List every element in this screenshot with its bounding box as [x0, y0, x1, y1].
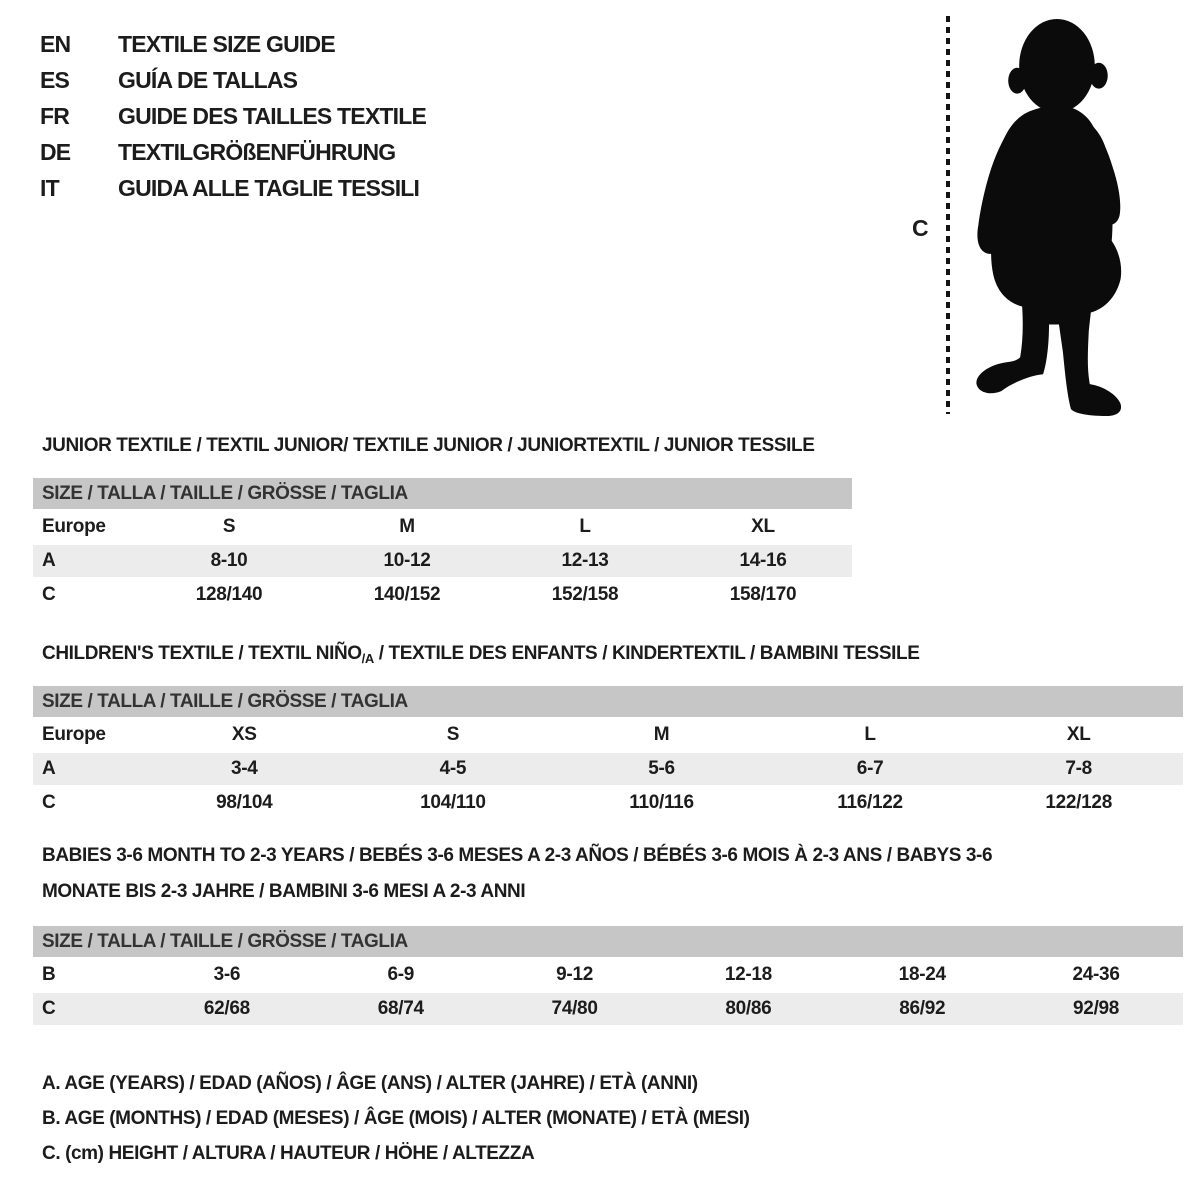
language-row-de [40, 134, 426, 170]
height-value: 98/104 [216, 792, 273, 813]
row-label: A [42, 758, 56, 779]
section-title-junior: JUNIOR TEXTILE / TEXTIL JUNIOR/ TEXTILE JUNIOR / JUNIORTEXTIL / JUNIOR TESSILE [42, 435, 815, 456]
language-row-en [40, 26, 426, 62]
table-row-europe [33, 719, 1183, 751]
height-measure-line [946, 16, 950, 414]
title-subscript: /A [361, 651, 374, 666]
language-code: DE [40, 139, 71, 165]
size-value: M [653, 724, 670, 745]
age-value: 3-4 [231, 758, 258, 779]
months-value: 6-9 [387, 964, 415, 985]
language-code: FR [40, 103, 70, 129]
language-code: EN [40, 31, 71, 57]
height-value: 92/98 [1073, 998, 1120, 1019]
height-measure-label: C [912, 215, 929, 241]
size-value: M [399, 516, 415, 537]
table-row-height [33, 787, 1183, 819]
table-row-europe [33, 511, 852, 543]
height-value: 128/140 [195, 584, 263, 605]
height-value: 116/122 [837, 792, 903, 813]
table-row-height [33, 993, 1183, 1025]
babies-size-table [33, 926, 1183, 1027]
age-value: 12-13 [561, 550, 609, 571]
size-value: S [446, 724, 460, 745]
title-part: / TEXTILE DES ENFANTS / KINDERTEXTIL / BAMBINI TESSILE [373, 643, 920, 664]
age-value: 6-7 [856, 758, 884, 779]
children-size-table [33, 686, 1183, 821]
height-value: 80/86 [725, 998, 772, 1019]
height-value: 158/170 [729, 584, 797, 605]
age-value: 4-5 [439, 758, 467, 779]
age-value: 14-16 [739, 550, 787, 571]
height-value: 74/80 [551, 998, 598, 1019]
babies-size-header: SIZE / TALLA / TAILLE / GRÖSSE / TAGLIA [33, 926, 1183, 957]
language-title: TEXTILGRÖßENFÜHRUNG [118, 139, 396, 165]
junior-size-table [33, 478, 852, 613]
language-title: GUIDE DES TAILLES TEXTILE [118, 103, 426, 129]
section-title-children [42, 636, 919, 677]
height-value: 140/152 [373, 584, 441, 605]
months-value: 12-18 [724, 964, 772, 985]
height-value: 110/116 [629, 792, 694, 813]
legend-line-c: C. (cm) HEIGHT / ALTURA / HAUTEUR / HÖHE / ALTEZZA [42, 1143, 535, 1164]
height-value: 86/92 [899, 998, 946, 1019]
height-value: 104/110 [420, 792, 486, 813]
months-value: 18-24 [898, 964, 946, 985]
baby-silhouette-icon [962, 14, 1142, 420]
row-label: A [42, 550, 56, 571]
junior-size-header: SIZE / TALLA / TAILLE / GRÖSSE / TAGLIA [33, 478, 852, 509]
age-value: 8-10 [210, 550, 248, 571]
row-label: C [42, 998, 56, 1019]
language-code: IT [40, 175, 59, 201]
age-value: 10-12 [383, 550, 431, 571]
size-value: XS [231, 724, 257, 745]
age-value: 7-8 [1065, 758, 1092, 779]
table-row-height [33, 579, 852, 611]
language-row-it [40, 170, 426, 206]
language-title: GUÍA DE TALLAS [118, 67, 298, 93]
months-value: 24-36 [1072, 964, 1120, 985]
months-value: 9-12 [556, 964, 593, 985]
language-title: GUIDA ALLE TAGLIE TESSILI [118, 175, 420, 201]
language-row-es [40, 62, 426, 98]
height-value: 68/74 [377, 998, 424, 1019]
size-value: L [864, 724, 876, 745]
table-row-age [33, 545, 852, 577]
row-label: B [42, 964, 56, 985]
legend-line-b: B. AGE (MONTHS) / EDAD (MESES) / ÂGE (MOIS) / ALTER (MONATE) / ETÀ (MESI) [42, 1108, 750, 1129]
size-value: XL [1066, 724, 1091, 745]
row-label: Europe [42, 724, 106, 745]
height-value: 122/128 [1045, 792, 1112, 813]
language-title-list [40, 26, 426, 206]
row-label: C [42, 792, 56, 813]
table-row-age [33, 753, 1183, 785]
height-value: 152/158 [551, 584, 619, 605]
table-row-months [33, 959, 1183, 991]
title-part: CHILDREN'S TEXTILE / TEXTIL NIÑO [42, 643, 362, 664]
legend-line-a: A. AGE (YEARS) / EDAD (AÑOS) / ÂGE (ANS) / ALTER (JAHRE) / ETÀ (ANNI) [42, 1073, 698, 1094]
size-value: S [222, 516, 236, 537]
children-size-header: SIZE / TALLA / TAILLE / GRÖSSE / TAGLIA [33, 686, 1183, 717]
measure-legend [42, 1066, 750, 1171]
height-value: 62/68 [203, 998, 250, 1019]
language-row-fr [40, 98, 426, 134]
language-title: TEXTILE SIZE GUIDE [118, 31, 335, 57]
age-value: 5-6 [648, 758, 675, 779]
row-label: C [42, 584, 56, 605]
language-code: ES [40, 67, 70, 93]
size-value: XL [751, 516, 775, 537]
row-label: Europe [42, 516, 106, 537]
size-value: L [579, 516, 591, 537]
months-value: 3-6 [213, 964, 241, 985]
section-title-babies: BABIES 3-6 MONTH TO 2-3 YEARS / BEBÉS 3-6 MESES A 2-3 AÑOS / BÉBÉS 3-6 MOIS À 2-3 ANS / BABYS 3-6 MONATE BIS 2-3 JAHRE / BAMBINI 3-6 MESI A 2-3 ANNI [42, 845, 993, 902]
